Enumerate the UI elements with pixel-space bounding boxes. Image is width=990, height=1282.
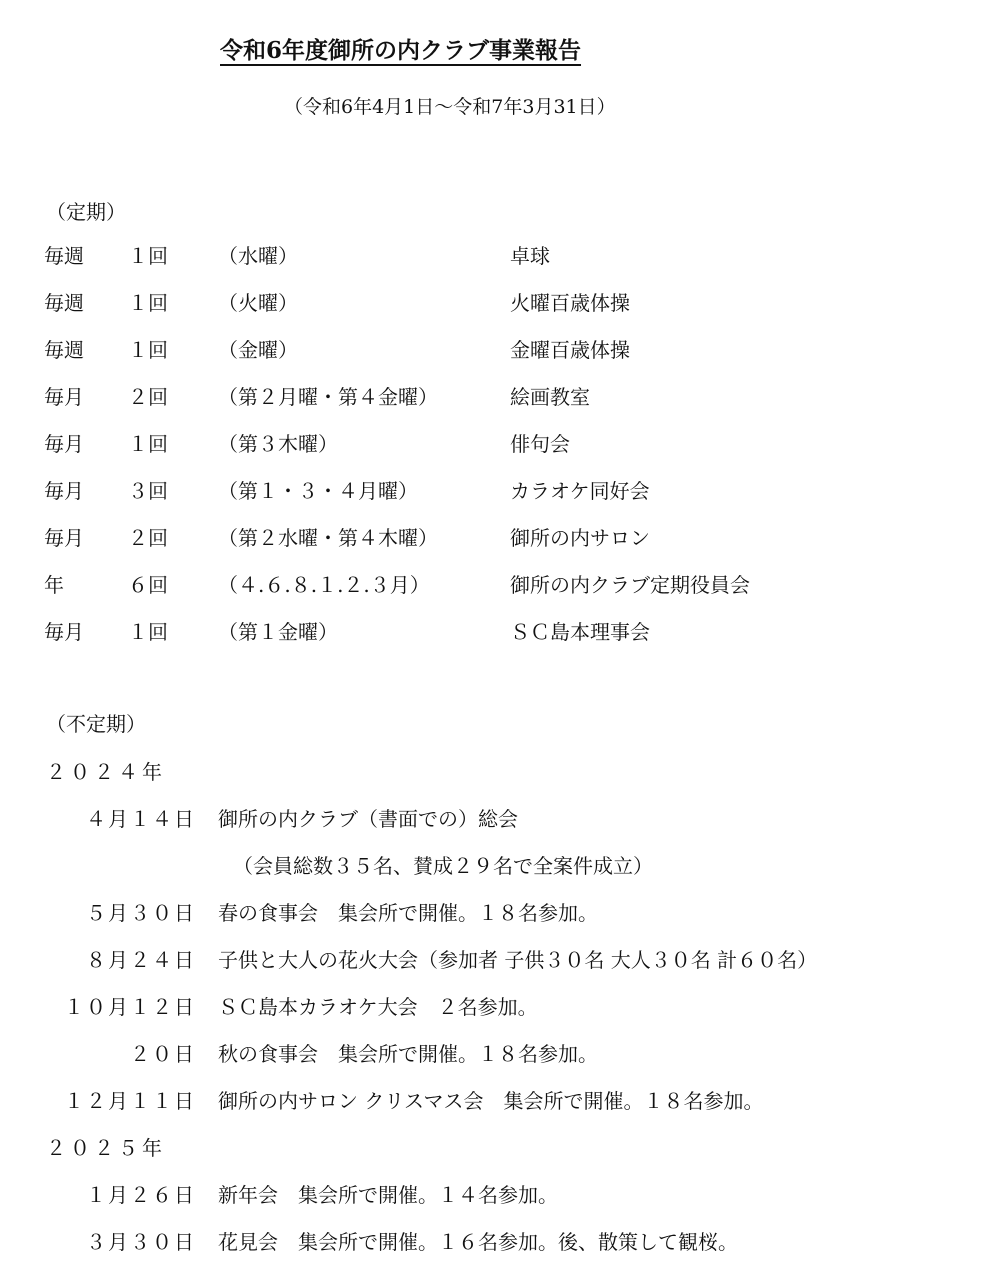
regular-row (0, 428, 990, 458)
regular-activity: カラオケ同好会 (510, 479, 650, 503)
report-period: （令和6年4月1日～令和7年3月31日） (284, 96, 616, 118)
event-date: ４月１４日 (86, 807, 196, 831)
event-description: ＳＣ島本カラオケ大会 ２名参加。 (218, 995, 538, 1019)
regular-count: ２回 (128, 385, 168, 409)
event-row (0, 1085, 990, 1115)
event-description: 子供と大人の花火大会（参加者 子供３０名 大人３０名 計６０名） (218, 948, 818, 972)
regular-schedule: （４.６.８.１.２.３月） (218, 573, 430, 597)
event-row (0, 803, 990, 833)
regular-schedule: （第１・３・４月曜） (218, 479, 418, 503)
regular-count: ６回 (128, 573, 168, 597)
regular-count: １回 (128, 291, 168, 315)
irregular-section-label: （不定期） (46, 712, 146, 736)
event-row (0, 897, 990, 927)
regular-activity: 絵画教室 (510, 385, 590, 409)
event-row (0, 944, 990, 974)
regular-frequency: 毎月 (44, 385, 84, 409)
event-date: ３月３０日 (86, 1230, 196, 1254)
event-date: ８月２４日 (86, 948, 196, 972)
regular-activity: 御所の内サロン (510, 526, 650, 550)
regular-section-label: （定期） (46, 200, 126, 224)
event-row (0, 991, 990, 1021)
regular-schedule: （第３木曜） (218, 432, 338, 456)
regular-row (0, 381, 990, 411)
regular-count: ３回 (128, 479, 168, 503)
regular-count: １回 (128, 620, 168, 644)
regular-row (0, 475, 990, 505)
regular-frequency: 年 (44, 573, 64, 597)
regular-activity: ＳＣ島本理事会 (510, 620, 650, 644)
year-label: ２０２５年 (46, 1136, 166, 1160)
event-date: １２月１１日 (64, 1089, 196, 1113)
regular-frequency: 毎月 (44, 620, 84, 644)
regular-row (0, 334, 990, 364)
report-title: 令和6年度御所の内クラブ事業報告 (220, 37, 582, 64)
regular-frequency: 毎月 (44, 526, 84, 550)
event-date: １０月１２日 (64, 995, 196, 1019)
regular-activity: 火曜百歳体操 (510, 291, 630, 315)
event-description: 花見会 集会所で開催。１６名参加。後、散策して観桜。 (218, 1230, 738, 1254)
regular-row (0, 616, 990, 646)
regular-activity: 俳句会 (510, 432, 570, 456)
event-description: 新年会 集会所で開催。１４名参加。 (218, 1183, 558, 1207)
regular-schedule: （水曜） (218, 244, 298, 268)
regular-count: ２回 (128, 526, 168, 550)
regular-row (0, 287, 990, 317)
regular-schedule: （第２月曜・第４金曜） (218, 385, 438, 409)
event-row (0, 1226, 990, 1256)
event-description: 秋の食事会 集会所で開催。１８名参加。 (218, 1042, 598, 1066)
regular-activity: 金曜百歳体操 (510, 338, 630, 362)
regular-frequency: 毎週 (44, 338, 84, 362)
regular-schedule: （第２水曜・第４木曜） (218, 526, 438, 550)
regular-frequency: 毎月 (44, 479, 84, 503)
regular-frequency: 毎週 (44, 291, 84, 315)
regular-activity: 御所の内クラブ定期役員会 (510, 573, 750, 597)
year-label: ２０２４年 (46, 760, 166, 784)
event-date: ５月３０日 (86, 901, 196, 925)
regular-schedule: （火曜） (218, 291, 298, 315)
event-date: ２０日 (130, 1042, 196, 1066)
regular-row (0, 522, 990, 552)
regular-schedule: （第１金曜） (218, 620, 338, 644)
event-description: 御所の内サロン クリスマス会 集会所で開催。１８名参加。 (218, 1089, 764, 1113)
regular-count: １回 (128, 432, 168, 456)
regular-frequency: 毎週 (44, 244, 84, 268)
regular-activity: 卓球 (510, 244, 550, 268)
event-row (0, 1038, 990, 1068)
regular-row (0, 240, 990, 270)
regular-row (0, 569, 990, 599)
event-date: １月２６日 (86, 1183, 196, 1207)
event-description: 春の食事会 集会所で開催。１８名参加。 (218, 901, 598, 925)
regular-count: １回 (128, 338, 168, 362)
regular-frequency: 毎月 (44, 432, 84, 456)
regular-count: １回 (128, 244, 168, 268)
event-row (0, 1179, 990, 1209)
regular-schedule: （金曜） (218, 338, 298, 362)
event-note: （会員総数３５名、賛成２９名で全案件成立） (233, 854, 653, 878)
event-description: 御所の内クラブ（書面での）総会 (218, 807, 518, 831)
